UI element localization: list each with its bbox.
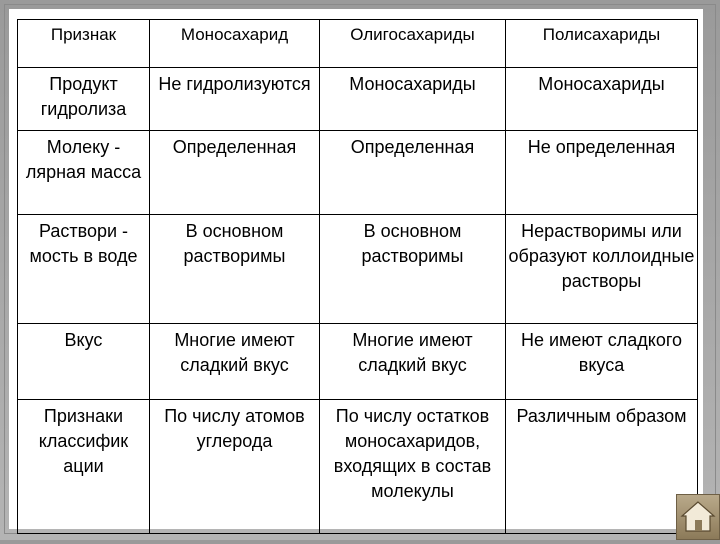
table-header-row bbox=[18, 20, 698, 68]
table-row bbox=[18, 400, 698, 534]
table-cell: Нерастворимы или образуют коллоидные растворы bbox=[506, 215, 698, 324]
home-icon bbox=[677, 495, 719, 539]
table-cell: Признаки классифик ации bbox=[18, 400, 150, 534]
carbohydrates-table bbox=[17, 19, 698, 534]
table-cell: Определенная bbox=[320, 131, 506, 215]
table-row bbox=[18, 68, 698, 131]
table-cell: Определенная bbox=[150, 131, 320, 215]
table-cell: Продукт гидролиза bbox=[18, 68, 150, 131]
header-cell: Полисахариды bbox=[506, 20, 698, 68]
table-row bbox=[18, 215, 698, 324]
table-cell: Не гидролизуются bbox=[150, 68, 320, 131]
home-button[interactable] bbox=[676, 494, 720, 540]
header-cell: Моносахарид bbox=[150, 20, 320, 68]
table-cell: Различным образом bbox=[506, 400, 698, 534]
table-cell: Не имеют сладкого вкуса bbox=[506, 324, 698, 400]
table-cell: Многие имеют сладкий вкус bbox=[150, 324, 320, 400]
table-cell: Раствори - мость в воде bbox=[18, 215, 150, 324]
table-cell: Не определенная bbox=[506, 131, 698, 215]
header-cell: Признак bbox=[18, 20, 150, 68]
slide bbox=[9, 9, 703, 529]
table-cell: Молеку - лярная масса bbox=[18, 131, 150, 215]
table-cell: По числу остатков моносахаридов, входящих в состав молекулы bbox=[320, 400, 506, 534]
table-row bbox=[18, 324, 698, 400]
header-cell: Олигосахариды bbox=[320, 20, 506, 68]
table-row bbox=[18, 131, 698, 215]
table-cell: В основном растворимы bbox=[320, 215, 506, 324]
table-cell: В основном растворимы bbox=[150, 215, 320, 324]
table-cell: Вкус bbox=[18, 324, 150, 400]
table-cell: Моносахариды bbox=[506, 68, 698, 131]
table-cell: По числу атомов углерода bbox=[150, 400, 320, 534]
table-cell: Моносахариды bbox=[320, 68, 506, 131]
table-cell: Многие имеют сладкий вкус bbox=[320, 324, 506, 400]
